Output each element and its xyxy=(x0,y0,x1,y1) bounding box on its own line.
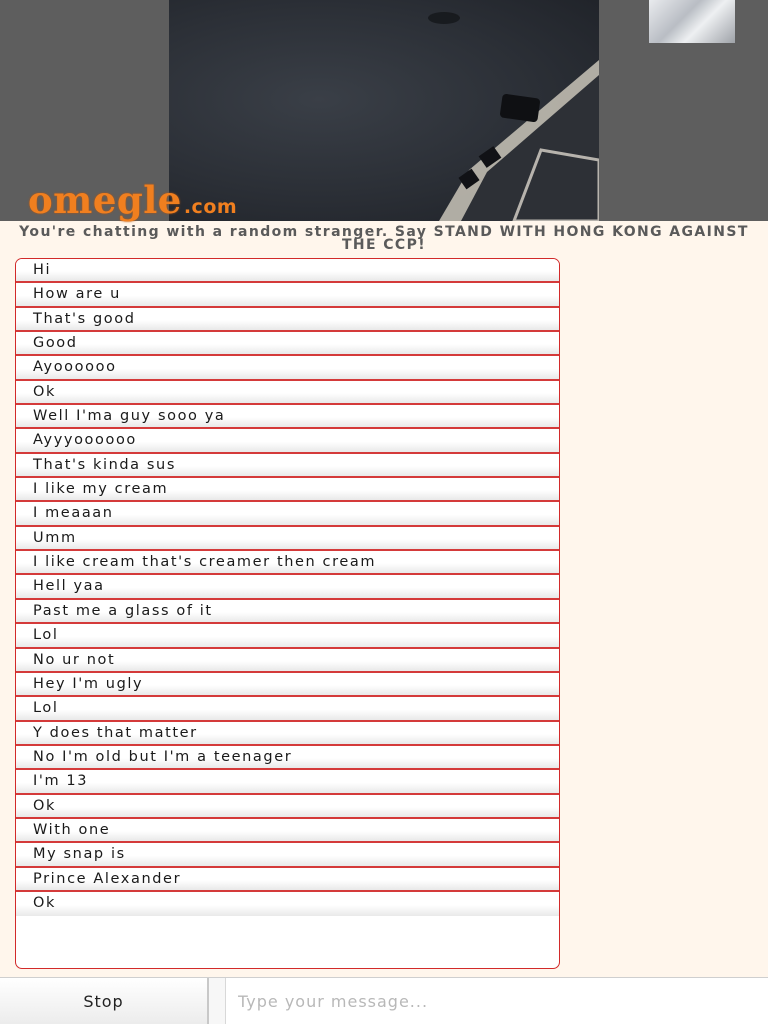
message-row xyxy=(16,600,559,624)
message-row xyxy=(16,454,559,478)
message-text: Past me a glass of it xyxy=(33,602,213,619)
message-text: Ayoooooo xyxy=(33,359,117,376)
message-text: How are u xyxy=(33,286,121,303)
message-text: I meaaan xyxy=(33,505,114,522)
message-row xyxy=(16,429,559,453)
message-row xyxy=(16,527,559,551)
message-row xyxy=(16,892,559,916)
logo-wordmark: omegle xyxy=(28,178,182,222)
message-text: Ok xyxy=(33,894,57,911)
message-row xyxy=(16,283,559,307)
message-row xyxy=(16,795,559,819)
omegle-logo[interactable] xyxy=(28,178,237,222)
chat-status-message: You're chatting with a random stranger. Say STAND WITH HONG KONG AGAINST THE CCP! xyxy=(19,224,749,253)
logo-domain-suffix: .com xyxy=(183,196,238,218)
message-row xyxy=(16,259,559,283)
message-text: Ayyyoooooo xyxy=(33,432,137,449)
message-row xyxy=(16,722,559,746)
message-text: Umm xyxy=(33,529,77,546)
message-row xyxy=(16,697,559,721)
message-row xyxy=(16,502,559,526)
message-text: I'm 13 xyxy=(33,773,89,790)
message-row xyxy=(16,551,559,575)
message-text: Hi xyxy=(33,262,52,278)
message-text: I like my cream xyxy=(33,481,169,498)
message-text: Ok xyxy=(33,383,57,400)
message-row xyxy=(16,381,559,405)
bottom-bar xyxy=(0,977,768,1024)
message-row xyxy=(16,405,559,429)
message-text: Hell yaa xyxy=(33,578,105,595)
message-row xyxy=(16,308,559,332)
message-row xyxy=(16,746,559,770)
message-row xyxy=(16,649,559,673)
message-text: I like cream that's creamer then cream xyxy=(33,554,377,571)
message-row xyxy=(16,868,559,892)
message-text: Lol xyxy=(33,627,59,644)
message-row xyxy=(16,356,559,380)
message-text: Lol xyxy=(33,700,59,717)
video-header xyxy=(0,0,768,221)
message-text: No I'm old but I'm a teenager xyxy=(33,748,293,765)
message-row xyxy=(16,624,559,648)
message-text: That's kinda sus xyxy=(33,456,176,473)
message-row xyxy=(16,843,559,867)
message-input[interactable] xyxy=(225,978,768,1024)
message-text: Good xyxy=(33,335,78,352)
message-row xyxy=(16,332,559,356)
self-video-preview xyxy=(649,0,735,43)
message-text: Prince Alexander xyxy=(33,870,182,887)
message-text: Well I'ma guy sooo ya xyxy=(33,408,226,425)
message-text: My snap is xyxy=(33,846,126,863)
message-text: Y does that matter xyxy=(33,724,198,741)
message-row xyxy=(16,478,559,502)
message-row xyxy=(16,673,559,697)
message-row xyxy=(16,770,559,794)
message-text: Hey I'm ugly xyxy=(33,675,144,692)
message-row xyxy=(16,575,559,599)
message-log[interactable] xyxy=(15,258,560,969)
message-text: Ok xyxy=(33,797,57,814)
message-text: That's good xyxy=(33,310,136,327)
message-text: With one xyxy=(33,821,111,838)
message-text: No ur not xyxy=(33,651,116,668)
message-row xyxy=(16,819,559,843)
stop-button[interactable]: Stop xyxy=(0,978,209,1024)
